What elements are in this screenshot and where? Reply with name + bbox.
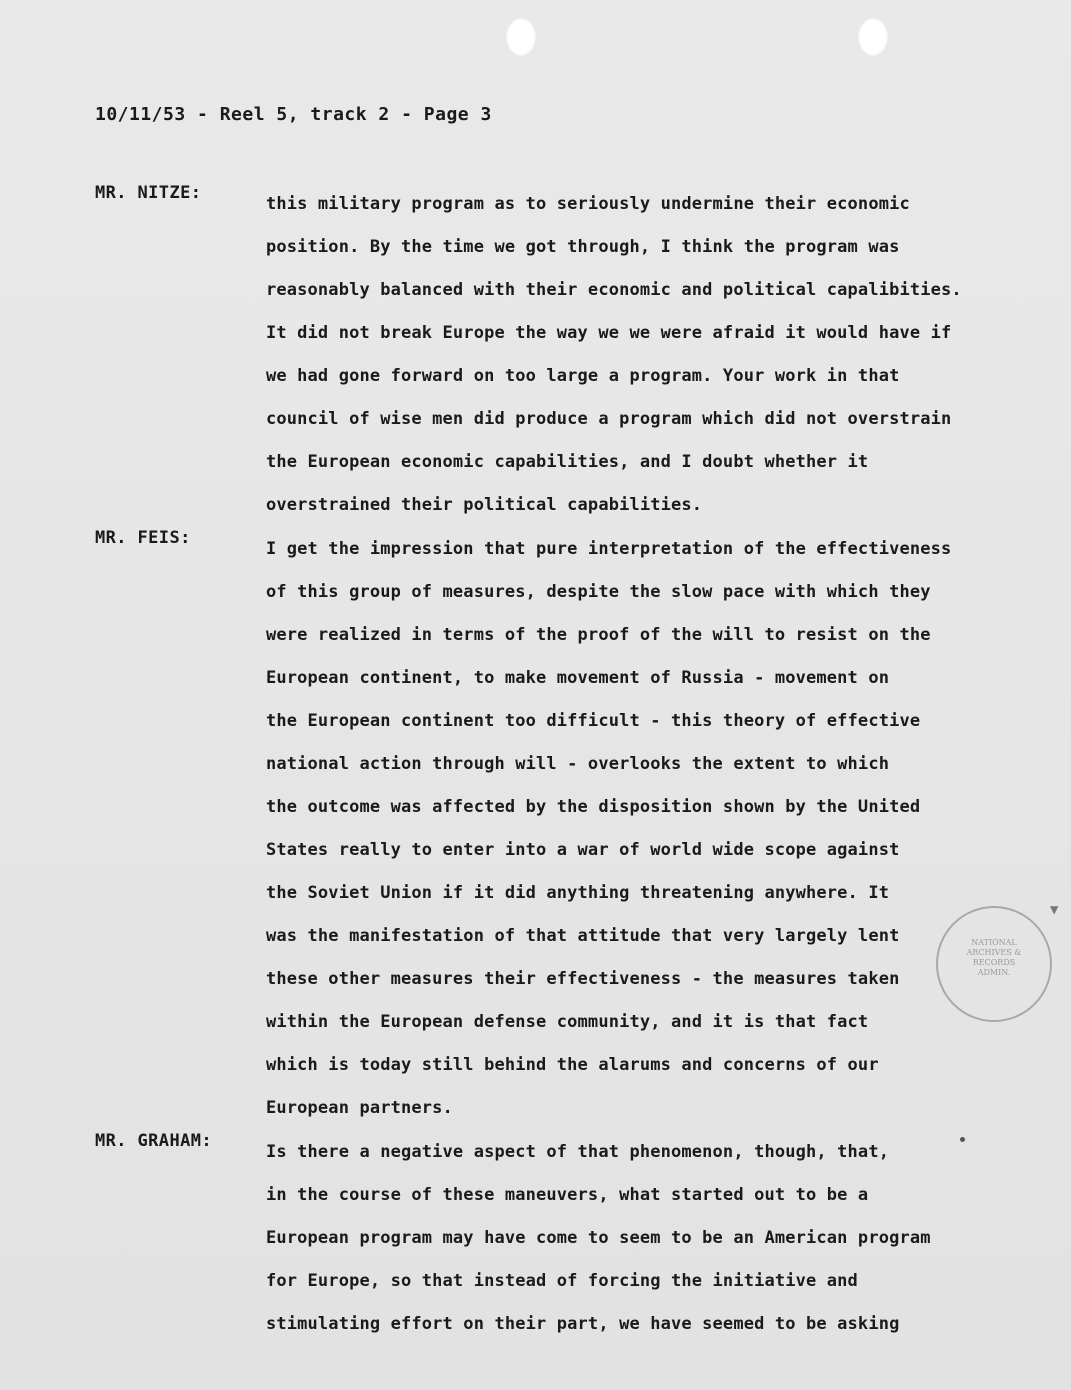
speech-line: council of wise men did produce a program which did not overstrain bbox=[266, 409, 952, 429]
speech-line: the outcome was affected by the disposition shown by the United bbox=[266, 797, 921, 817]
punch-hole-right bbox=[858, 18, 888, 56]
speech-line: these other measures their effectiveness - the measures taken bbox=[266, 969, 900, 989]
speech-line: this military program as to seriously undermine their economic bbox=[266, 194, 910, 214]
speech-line: Is there a negative aspect of that phenomenon, though, that, bbox=[266, 1142, 890, 1162]
stamp-line: ADMIN. bbox=[977, 968, 1011, 977]
speech-line: the European continent too difficult - this theory of effective bbox=[266, 711, 921, 731]
speech-line: was the manifestation of that attitude that very largely lent bbox=[266, 926, 900, 946]
speech-lines bbox=[266, 1131, 986, 1346]
speaker-label: MR. NITZE: bbox=[95, 183, 202, 203]
speech-line: for Europe, so that instead of forcing the initiative and bbox=[266, 1271, 858, 1291]
speech-line: we had gone forward on too large a program. Your work in that bbox=[266, 366, 900, 386]
speech-line: reasonably balanced with their economic and political capalibities. bbox=[266, 280, 962, 300]
speech-lines bbox=[266, 183, 986, 527]
page-header: 10/11/53 - Reel 5, track 2 - Page 3 bbox=[95, 104, 492, 125]
speaker-label: MR. GRAHAM: bbox=[95, 1131, 212, 1151]
speech-line: the European economic capabilities, and I doubt whether it bbox=[266, 452, 869, 472]
speech-line: States really to enter into a war of world wide scope against bbox=[266, 840, 900, 860]
speech-line: European continent, to make movement of Russia - movement on bbox=[266, 668, 890, 688]
speech-line: overstrained their political capabilities. bbox=[266, 495, 703, 515]
speech-line: European partners. bbox=[266, 1098, 453, 1118]
speech-line: were realized in terms of the proof of the will to resist on the bbox=[266, 625, 931, 645]
speech-line: It did not break Europe the way we we were afraid it would have if bbox=[266, 323, 952, 343]
speech-line: European program may have come to seem to be an American program bbox=[266, 1228, 931, 1248]
speech-line: stimulating effort on their part, we have seemed to be asking bbox=[266, 1314, 900, 1334]
speech-line: the Soviet Union if it did anything threatening anywhere. It bbox=[266, 883, 890, 903]
speech-line: within the European defense community, and it is that fact bbox=[266, 1012, 869, 1032]
speech-line: position. By the time we got through, I think the program was bbox=[266, 237, 900, 257]
margin-arrow-icon: ▼ bbox=[1050, 902, 1059, 918]
stamp-text bbox=[956, 938, 1032, 978]
speaker-label: MR. FEIS: bbox=[95, 528, 191, 548]
punch-hole-left bbox=[506, 18, 536, 56]
stamp-line: ARCHIVES & bbox=[966, 948, 1022, 957]
speech-line: national action through will - overlooks the extent to which bbox=[266, 754, 890, 774]
speech-line: in the course of these maneuvers, what started out to be a bbox=[266, 1185, 869, 1205]
speech-line: of this group of measures, despite the slow pace with which they bbox=[266, 582, 931, 602]
margin-dot bbox=[960, 1137, 965, 1142]
speech-line: I get the impression that pure interpretation of the effectiveness bbox=[266, 539, 952, 559]
speech-lines bbox=[266, 528, 986, 1130]
speech-line: which is today still behind the alarums and concerns of our bbox=[266, 1055, 879, 1075]
stamp-line: NATIONAL bbox=[971, 938, 1017, 947]
truman-library-stamp bbox=[936, 906, 1052, 1022]
stamp-line: RECORDS bbox=[972, 958, 1016, 967]
